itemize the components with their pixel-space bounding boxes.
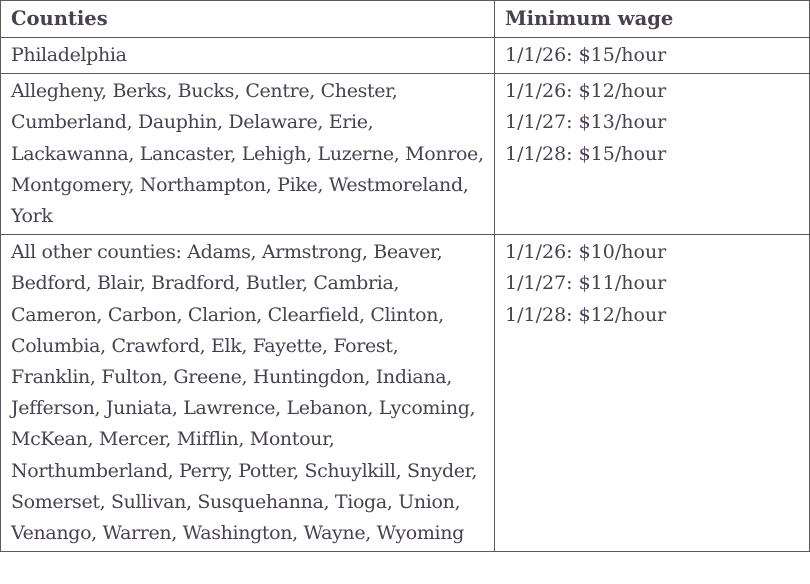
wage-entry: 1/1/26: $12/hour bbox=[505, 80, 667, 103]
wage-entry: 1/1/26: $10/hour bbox=[505, 241, 667, 264]
counties-cell: All other counties: Adams, Armstrong, Beaver, Bedford, Blair, Bradford, Butler, Cambria, Cameron, Carbon, Clarion, Clearfield, Clinton, Columbia, Crawford, Elk, Fayette, Forest, Franklin, Fulton, Greene, Huntingdon, Indiana, Jefferson, Juniata, Lawrence, Lebanon, Lycoming, McKean, Mercer, Mifflin, Montour, Northumberland, Perry, Potter, Schuylkill, Snyder, Somerset, Sullivan, Susquehanna, Tioga, Union, Venango, Warren, Washington, Wayne, Wyoming bbox=[1, 235, 495, 552]
wage-entry: 1/1/27: $11/hour bbox=[505, 272, 667, 295]
wage-entry: 1/1/28: $12/hour bbox=[505, 303, 667, 326]
table-header-row bbox=[1, 1, 810, 38]
wage-cell bbox=[495, 38, 810, 74]
wage-entry: 1/1/26: $15/hour bbox=[505, 44, 667, 66]
counties-header: Counties bbox=[1, 1, 495, 38]
counties-cell: Allegheny, Berks, Bucks, Centre, Chester, Cumberland, Dauphin, Delaware, Erie, Lackawanna, Lancaster, Lehigh, Luzerne, Monroe, Montgomery, Northampton, Pike, Westmoreland, York bbox=[1, 74, 495, 235]
wage-entry: 1/1/28: $15/hour bbox=[505, 142, 667, 165]
table-row bbox=[1, 235, 810, 552]
minimum-wage-header: Minimum wage bbox=[495, 1, 810, 38]
table-row bbox=[1, 74, 810, 235]
wage-cell bbox=[495, 235, 810, 552]
counties-cell: Philadelphia bbox=[1, 38, 495, 74]
wage-entry: 1/1/27: $13/hour bbox=[505, 111, 667, 134]
wage-cell bbox=[495, 74, 810, 235]
table-row bbox=[1, 38, 810, 74]
